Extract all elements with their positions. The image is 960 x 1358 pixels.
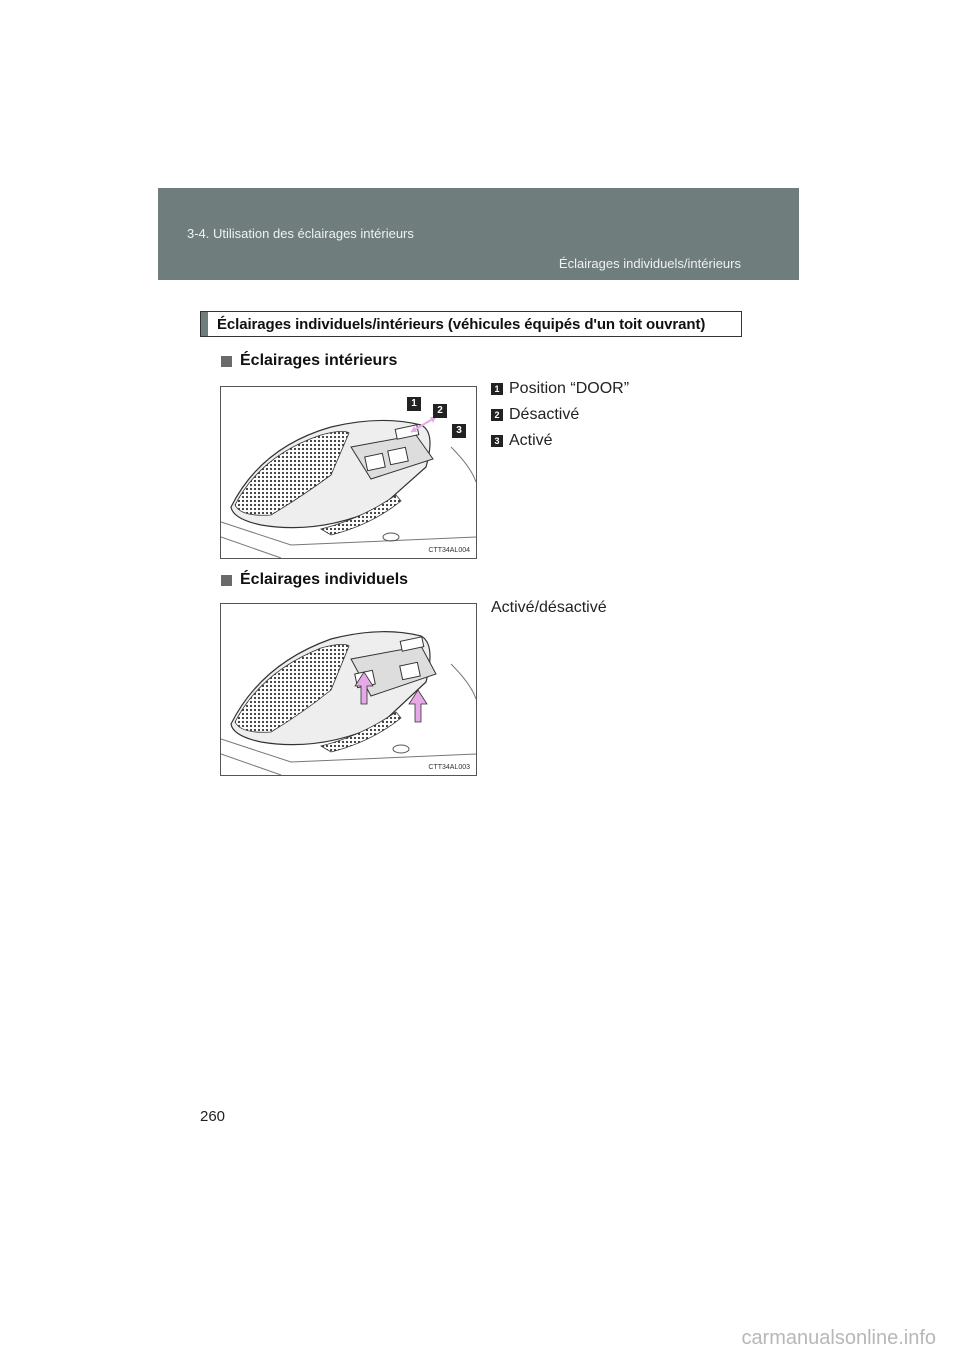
page-header	[158, 188, 799, 280]
figure-code: CTT34AL004	[428, 547, 470, 554]
number-badge: 1	[491, 383, 503, 395]
personal-lights-description: Activé/désactivé	[491, 599, 607, 616]
bullet-square-icon	[221, 356, 232, 367]
bullet-square-icon	[221, 575, 232, 586]
title-accent	[201, 312, 208, 336]
personal-lights-figure	[220, 603, 477, 776]
interior-lights-heading-text: Éclairages intérieurs	[240, 352, 398, 369]
section-title-bar	[200, 311, 742, 337]
callout-3: 3	[452, 424, 466, 438]
footer-watermark: carmanualsonline.info	[741, 1327, 936, 1349]
legend-item-label: Position “DOOR”	[509, 380, 630, 397]
page-number: 260	[200, 1108, 226, 1125]
personal-lights-heading-text: Éclairages individuels	[240, 571, 409, 588]
overhead-console-illustration	[221, 604, 476, 775]
callout-2: 2	[433, 404, 447, 418]
interior-lights-heading	[221, 352, 397, 370]
section-title: Éclairages individuels/intérieurs (véhicules équipés d'un toit ouvrant)	[217, 315, 706, 333]
legend-item-1	[491, 380, 629, 398]
figure-code: CTT34AL003	[428, 764, 470, 771]
header-section: 3-4. Utilisation des éclairages intérieurs	[187, 226, 414, 241]
number-badge: 2	[491, 409, 503, 421]
callout-1: 1	[407, 397, 421, 411]
number-badge: 3	[491, 435, 503, 447]
legend-item-3	[491, 432, 553, 450]
legend-item-label: Activé	[509, 432, 553, 449]
header-subtitle: Éclairages individuels/intérieurs	[558, 256, 741, 271]
interior-lights-figure	[220, 386, 477, 559]
legend-item-2	[491, 406, 579, 424]
legend-item-label: Désactivé	[509, 406, 580, 423]
personal-lights-heading	[221, 571, 408, 589]
